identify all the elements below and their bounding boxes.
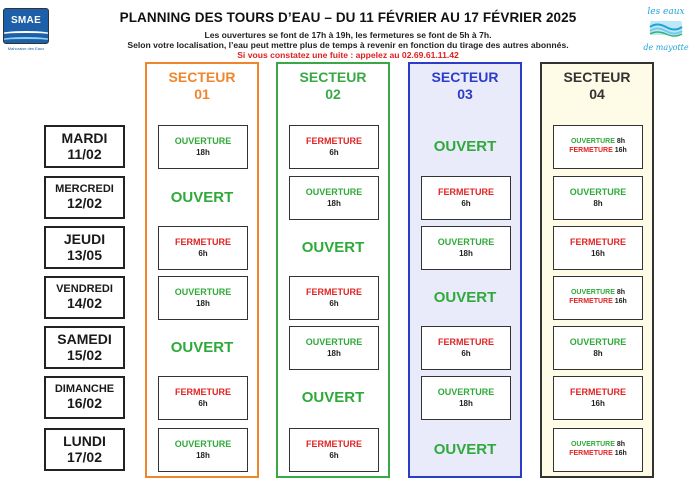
status-box-closing (158, 226, 248, 270)
status-text: FERMETURE (438, 187, 494, 198)
day-name: MERCREDI (55, 183, 114, 195)
status-time: 18h (196, 147, 210, 157)
status-line-closing (569, 147, 627, 156)
day-date: 16/02 (66, 394, 103, 411)
status-open: OUVERT (170, 339, 234, 356)
status-box-opening (289, 326, 379, 370)
status-line-opening (571, 138, 625, 147)
status-text: FERMETURE (570, 237, 626, 248)
day-name: DIMANCHE (54, 383, 115, 395)
status-box-closing (289, 125, 379, 169)
status-text: FERMETURE (175, 387, 231, 398)
status-text: FERMETURE (569, 147, 613, 154)
status-box-dual (553, 125, 643, 169)
status-box-dual (553, 276, 643, 320)
status-text: FERMETURE (570, 387, 626, 398)
status-box-opening (421, 226, 511, 270)
status-open: OUVERT (433, 289, 497, 306)
day-name: SAMEDI (57, 331, 112, 348)
sector-label: SECTEUR (431, 69, 499, 85)
status-text: FERMETURE (569, 298, 613, 305)
water-wave-icon (648, 19, 684, 37)
status-box-dual (553, 428, 643, 472)
status-time: 18h (459, 248, 473, 258)
status-time: 18h (196, 450, 210, 460)
day-date: 12/02 (66, 194, 103, 211)
status-text: OUVERTURE (174, 439, 232, 450)
status-time: 18h (196, 298, 210, 308)
day-date: 14/02 (66, 294, 103, 311)
status-text: FERMETURE (306, 439, 362, 450)
status-time: 16h (612, 298, 627, 305)
status-box-closing (421, 176, 511, 220)
status-box-closing (553, 226, 643, 270)
status-box-closing (553, 376, 643, 420)
status-box-opening (553, 326, 643, 370)
day-label (44, 226, 125, 269)
day-label (44, 276, 125, 319)
status-time: 8h (593, 198, 603, 208)
status-box-opening (158, 125, 248, 169)
status-time: 8h (593, 348, 603, 358)
day-name: MARDI (61, 130, 108, 147)
page-title: PLANNING DES TOURS D’EAU – DU 11 FÉVRIER AU 17 FÉVRIER 2025 (119, 10, 577, 25)
eaux-de-mayotte-logo (640, 8, 692, 56)
status-open: OUVERT (170, 189, 234, 206)
status-box-opening (421, 376, 511, 420)
status-text: OUVERTURE (305, 337, 363, 348)
status-box-closing (289, 428, 379, 472)
status-text: FERMETURE (175, 237, 231, 248)
subtitle-location: Selon votre localisation, l’eau peut mettre plus de temps à revenir en fonction du tirage des autres abonnés. (127, 40, 569, 50)
sector-label: SECTEUR (168, 69, 236, 85)
day-label (44, 376, 125, 419)
status-text: OUVERTURE (174, 287, 232, 298)
status-line-opening (571, 441, 625, 450)
day-label (44, 176, 125, 219)
status-open: OUVERT (433, 138, 497, 155)
status-time: 18h (459, 398, 473, 408)
sector-label: SECTEUR (299, 69, 367, 85)
status-line-closing (569, 298, 627, 307)
status-time: 16h (591, 248, 605, 258)
status-text: OUVERTURE (569, 337, 627, 348)
status-text: OUVERTURE (569, 187, 627, 198)
status-time: 6h (461, 348, 471, 358)
day-date: 11/02 (67, 145, 102, 162)
sector-number: 02 (325, 86, 341, 102)
logo-line-1: les eaux (647, 7, 685, 17)
sector-header (410, 69, 520, 103)
status-text: OUVERTURE (174, 136, 232, 147)
subtitle-hours: Les ouvertures se font de 17h à 19h, les fermetures se font de 5h à 7h. (204, 30, 492, 40)
logo-line-2: de mayotte (643, 43, 689, 52)
status-time: 8h (614, 441, 626, 449)
status-box-opening (553, 176, 643, 220)
status-text: OUVERTURE (570, 138, 615, 146)
status-time: 18h (327, 198, 341, 208)
status-text: FERMETURE (306, 136, 362, 147)
status-time: 6h (329, 147, 339, 157)
smae-logo-text: SMAE (10, 15, 42, 26)
status-line-closing (569, 450, 627, 459)
status-time: 16h (612, 147, 627, 154)
status-text: OUVERTURE (437, 237, 495, 248)
sector-number: 03 (457, 86, 473, 102)
status-text: OUVERTURE (437, 387, 495, 398)
day-label (44, 428, 125, 471)
status-text: OUVERTURE (570, 289, 615, 297)
status-time: 16h (612, 450, 627, 457)
sector-number: 04 (589, 86, 605, 102)
status-time: 6h (461, 198, 471, 208)
day-date: 17/02 (66, 448, 103, 465)
status-box-opening (158, 276, 248, 320)
sector-header (278, 69, 388, 103)
day-name: JEUDI (63, 231, 106, 248)
day-name: LUNDI (63, 433, 106, 450)
status-box-closing (289, 276, 379, 320)
status-time: 8h (614, 289, 626, 297)
sector-number: 01 (194, 86, 210, 102)
status-open: OUVERT (433, 441, 497, 458)
status-open: OUVERT (301, 389, 365, 406)
status-line-opening (571, 289, 625, 298)
sector-header (147, 69, 257, 103)
day-name: VENDREDI (56, 283, 113, 295)
smae-logo-mark (3, 8, 49, 44)
status-time: 6h (329, 450, 339, 460)
status-time: 8h (614, 138, 626, 146)
smae-logo (3, 8, 49, 52)
status-text: FERMETURE (569, 450, 613, 457)
sector-header (542, 69, 652, 103)
status-text: OUVERTURE (305, 187, 363, 198)
status-text: FERMETURE (306, 287, 362, 298)
status-box-closing (421, 326, 511, 370)
status-box-opening (158, 428, 248, 472)
status-time: 16h (591, 398, 605, 408)
day-label (44, 125, 125, 168)
status-time: 18h (327, 348, 341, 358)
status-time: 6h (198, 248, 208, 258)
status-time: 6h (198, 398, 208, 408)
day-label (44, 326, 125, 369)
smae-logo-caption: Mahoraise des Eaux (7, 46, 45, 51)
leak-notice: Si vous constatez une fuite : appelez au 02.69.61.11.42 (237, 50, 459, 60)
status-text: FERMETURE (438, 337, 494, 348)
day-date: 15/02 (66, 346, 103, 363)
status-text: OUVERTURE (570, 441, 615, 449)
status-box-opening (289, 176, 379, 220)
status-box-closing (158, 376, 248, 420)
sector-label: SECTEUR (563, 69, 631, 85)
day-date: 13/05 (66, 246, 103, 263)
status-time: 6h (329, 298, 339, 308)
status-open: OUVERT (301, 239, 365, 256)
